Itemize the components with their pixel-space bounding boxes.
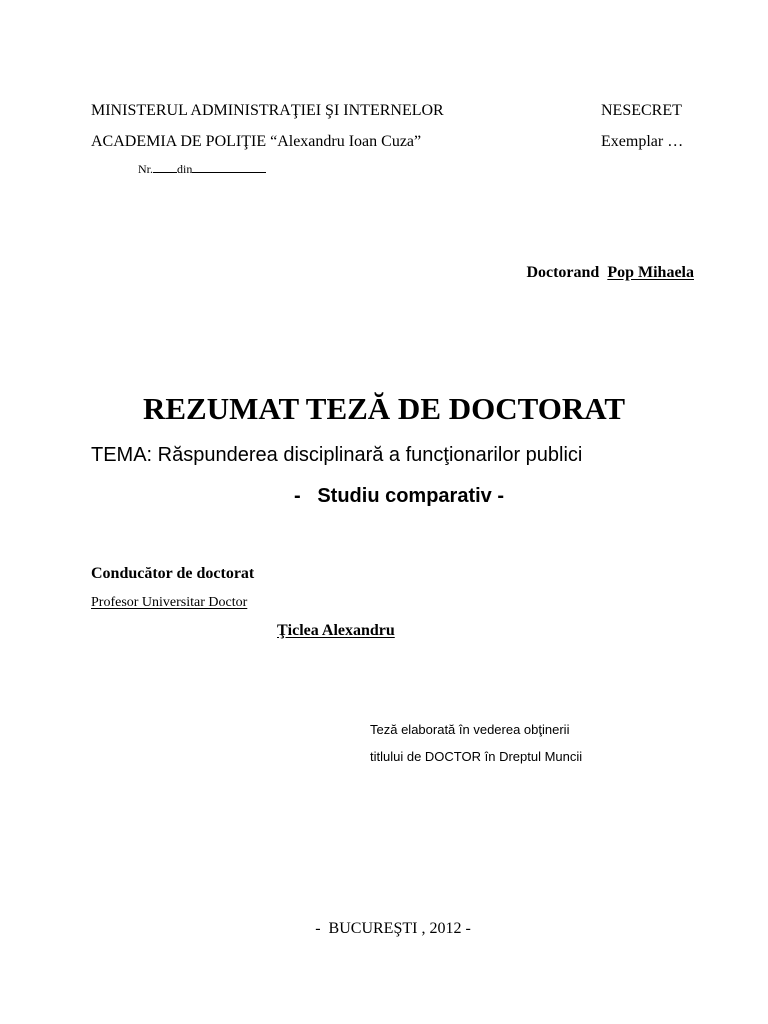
ministry-name: MINISTERUL ADMINISTRAŢIEI ŞI INTERNELOR bbox=[91, 102, 444, 119]
copy-label: Exemplar … bbox=[601, 133, 684, 150]
candidate-name: Pop Mihaela bbox=[607, 264, 694, 281]
registration-line bbox=[138, 161, 266, 177]
supervisor-heading: Conducător de doctorat bbox=[91, 565, 255, 582]
candidate-line bbox=[526, 263, 694, 283]
date-blank bbox=[192, 161, 266, 173]
academy-name: ACADEMIA DE POLIŢIE “Alexandru Ioan Cuza” bbox=[91, 133, 422, 150]
date-label: din bbox=[177, 162, 193, 176]
supervisor-rank: Profesor Universitar Doctor bbox=[91, 595, 248, 610]
candidate-label: Doctorand bbox=[526, 264, 600, 281]
classification-label: NESECRET bbox=[601, 102, 682, 119]
thesis-subtitle: - Studiu comparativ - bbox=[294, 485, 505, 507]
purpose-line-2: titlului de DOCTOR în Dreptul Muncii bbox=[370, 749, 583, 764]
thesis-theme: TEMA: Răspunderea disciplinară a funcţionarilor publici bbox=[91, 444, 583, 466]
purpose-line-1: Teză elaborată în vederea obţinerii bbox=[370, 722, 570, 737]
place-and-year: - BUCUREŞTI , 2012 - bbox=[315, 920, 471, 937]
number-label: Nr. bbox=[138, 162, 153, 176]
supervisor-name: Ţiclea Alexandru bbox=[277, 622, 395, 639]
number-blank bbox=[153, 161, 177, 173]
document-title: REZUMAT TEZĂ DE DOCTORAT bbox=[142, 391, 626, 426]
